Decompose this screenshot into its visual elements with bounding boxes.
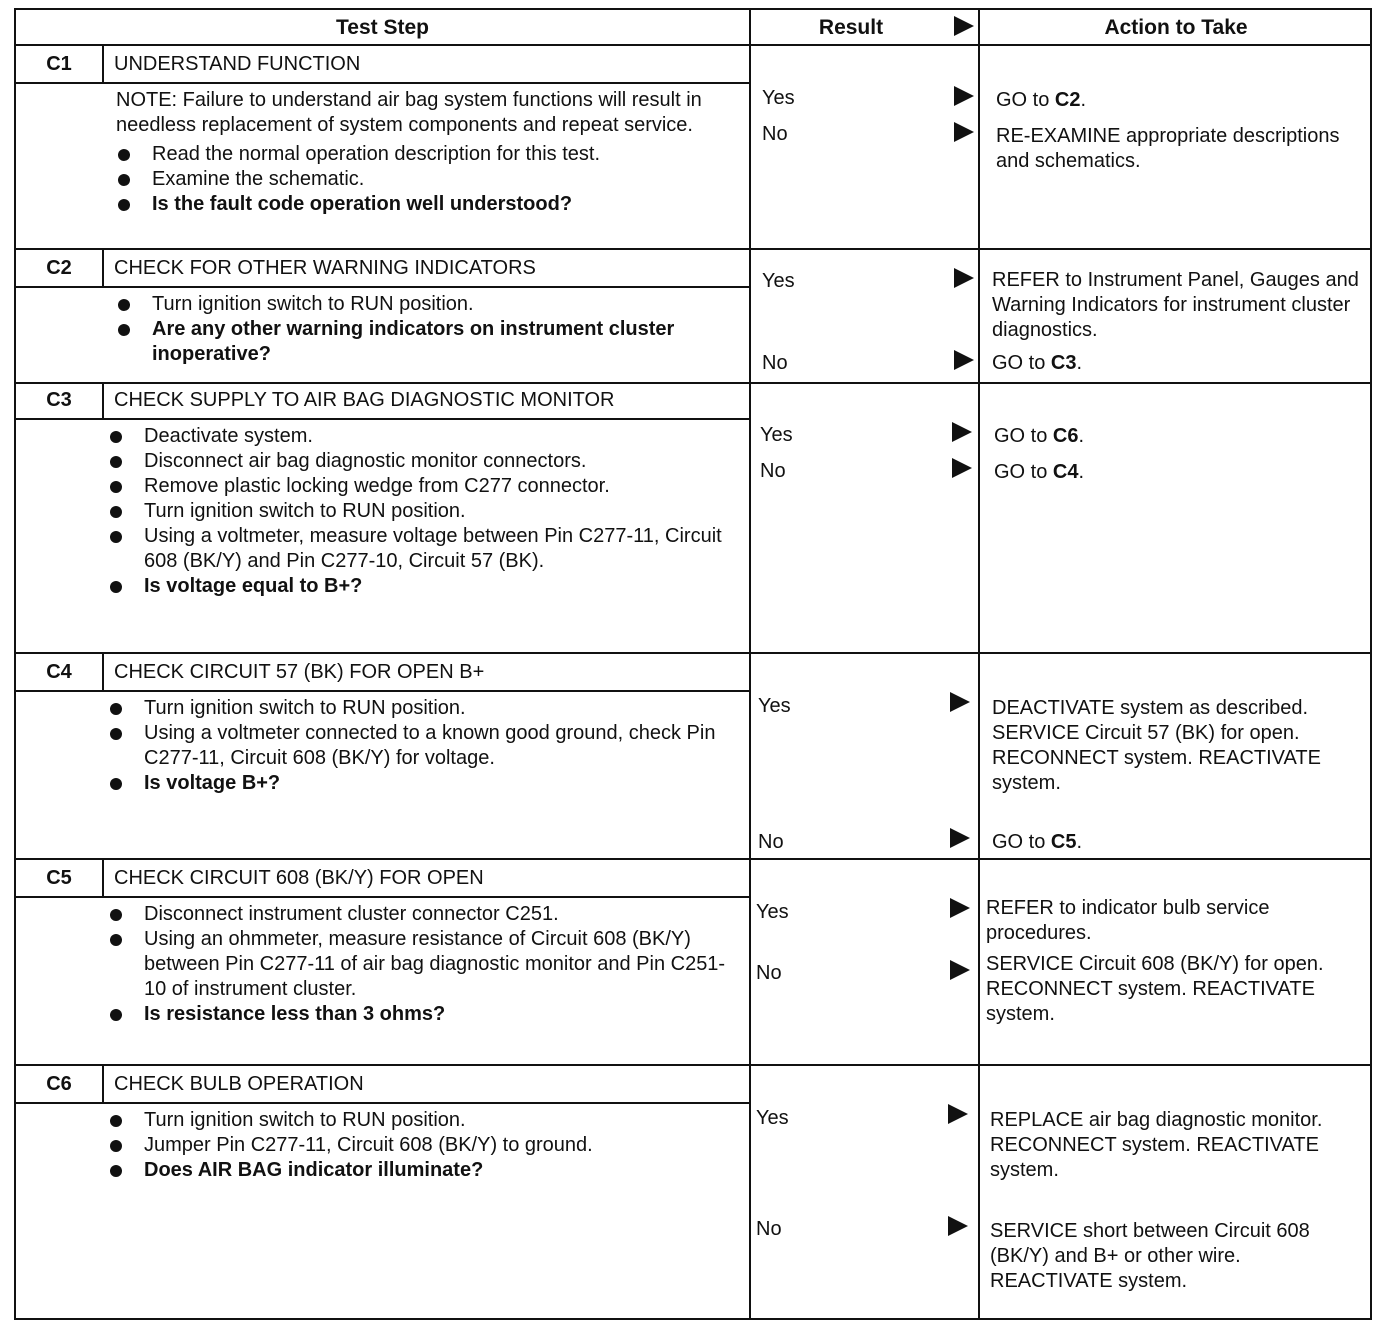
action-text: RE-EXAMINE appropriate descriptions and schematics.	[996, 125, 1340, 172]
result-no: No	[762, 352, 788, 374]
result-no: No	[758, 831, 784, 853]
step-title: UNDERSTAND FUNCTION	[114, 53, 361, 75]
list-item: Turn ignition switch to RUN position.	[116, 292, 740, 317]
step-header	[16, 46, 750, 84]
arrow-icon	[954, 350, 974, 370]
step-question: Is resistance less than 3 ohms?	[108, 1002, 740, 1027]
step-title: CHECK SUPPLY TO AIR BAG DIAGNOSTIC MONITOR	[114, 389, 615, 411]
step-id: C4	[16, 654, 104, 690]
step-question: Are any other warning indicators on instrument cluster inoperative?	[116, 317, 740, 367]
action-text: SERVICE short between Circuit 608 (BK/Y) and B+ or other wire. REACTIVATE system.	[990, 1220, 1310, 1292]
list-item: Turn ignition switch to RUN position.	[108, 696, 740, 721]
action-text: REPLACE air bag diagnostic monitor. RECONNECT system. REACTIVATE system.	[990, 1109, 1323, 1181]
arrow-icon	[950, 692, 970, 712]
list-item: Disconnect air bag diagnostic monitor connectors.	[108, 449, 740, 474]
step-body	[108, 902, 740, 1027]
step-title: CHECK BULB OPERATION	[114, 1073, 364, 1095]
result-no: No	[756, 962, 782, 984]
arrow-icon	[954, 86, 974, 106]
list-item: Remove plastic locking wedge from C277 connector.	[108, 474, 740, 499]
step-title: CHECK CIRCUIT 608 (BK/Y) FOR OPEN	[114, 867, 484, 889]
step-header	[16, 860, 750, 898]
column-divider-action	[978, 10, 980, 1318]
step-header	[16, 382, 750, 420]
result-yes: Yes	[760, 424, 793, 446]
list-item: Turn ignition switch to RUN position.	[108, 1108, 740, 1133]
result-no: No	[756, 1218, 782, 1240]
arrow-icon	[950, 960, 970, 980]
header-result: Result	[818, 16, 884, 39]
list-item: Using a voltmeter, measure voltage between Pin C277-11, Circuit 608 (BK/Y) and Pin C277-10, Circuit 57 (BK).	[108, 524, 740, 574]
action-text: REFER to indicator bulb service procedures.	[986, 897, 1270, 944]
arrow-icon	[948, 1104, 968, 1124]
result-yes: Yes	[762, 87, 795, 109]
action-text: DEACTIVATE system as described. SERVICE Circuit 57 (BK) for open. RECONNECT system. REACTIVATE system.	[992, 697, 1321, 794]
list-item: Deactivate system.	[108, 424, 740, 449]
arrow-icon	[954, 16, 974, 36]
arrow-icon	[950, 898, 970, 918]
list-item: Turn ignition switch to RUN position.	[108, 499, 740, 524]
action-text: GO to C2.	[996, 89, 1087, 111]
step-header	[16, 1066, 750, 1104]
result-yes: Yes	[756, 1107, 789, 1129]
step-question: Does AIR BAG indicator illuminate?	[108, 1158, 740, 1183]
step-question: Is voltage equal to B+?	[108, 574, 740, 599]
action-text: GO to C6.	[994, 425, 1085, 447]
list-item: Using a voltmeter connected to a known good ground, check Pin C277-11, Circuit 608 (BK/Y) for voltage.	[108, 721, 740, 771]
arrow-icon	[952, 458, 972, 478]
result-yes: Yes	[762, 270, 795, 292]
list-item: Disconnect instrument cluster connector C251.	[108, 902, 740, 927]
arrow-icon	[954, 122, 974, 142]
step-c4	[16, 654, 750, 858]
step-header	[16, 250, 750, 288]
action-text: GO to C3.	[992, 352, 1083, 374]
step-id: C1	[16, 46, 104, 82]
arrow-icon	[954, 268, 974, 288]
result-yes: Yes	[756, 901, 789, 923]
list-item: Read the normal operation description for this test.	[116, 142, 740, 167]
header-test-step: Test Step	[336, 16, 429, 39]
step-id: C3	[16, 382, 104, 418]
result-no: No	[760, 460, 786, 482]
diagnostic-table	[14, 8, 1372, 1320]
step-question: Is the fault code operation well understood?	[116, 192, 740, 217]
step-question: Is voltage B+?	[108, 771, 740, 796]
step-c1	[16, 46, 750, 248]
action-text: REFER to Instrument Panel, Gauges and Warning Indicators for instrument cluster diagnostics.	[992, 269, 1359, 341]
list-item: Jumper Pin C277-11, Circuit 608 (BK/Y) to ground.	[108, 1133, 740, 1158]
step-c2	[16, 250, 750, 382]
step-id: C5	[16, 860, 104, 896]
action-text: SERVICE Circuit 608 (BK/Y) for open. RECONNECT system. REACTIVATE system.	[986, 953, 1324, 1025]
step-c3	[16, 382, 750, 652]
list-item: Using an ohmmeter, measure resistance of Circuit 608 (BK/Y) between Pin C277-11 of air bag diagnostic monitor and Pin C251-10 of instrument cluster.	[108, 927, 740, 1002]
step-title: CHECK CIRCUIT 57 (BK) FOR OPEN B+	[114, 661, 485, 683]
step-id: C6	[16, 1066, 104, 1102]
step-c5	[16, 860, 750, 1064]
step-body	[108, 696, 740, 796]
result-yes: Yes	[758, 695, 791, 717]
step-body	[116, 88, 740, 217]
step-body	[108, 424, 740, 599]
step-body	[108, 1108, 740, 1183]
action-text: GO to C4.	[994, 461, 1085, 483]
step-note: NOTE: Failure to understand air bag system functions will result in needless replacement of system components and repeat service.	[116, 89, 702, 136]
step-id: C2	[16, 250, 104, 286]
step-c6	[16, 1066, 750, 1320]
step-title: CHECK FOR OTHER WARNING INDICATORS	[114, 257, 536, 279]
step-body	[116, 292, 740, 367]
header-action: Action to Take	[1104, 16, 1248, 39]
action-text: GO to C5.	[992, 831, 1083, 853]
arrow-icon	[950, 828, 970, 848]
list-item: Examine the schematic.	[116, 167, 740, 192]
arrow-icon	[948, 1216, 968, 1236]
result-no: No	[762, 123, 788, 145]
step-header	[16, 654, 750, 692]
arrow-icon	[952, 422, 972, 442]
